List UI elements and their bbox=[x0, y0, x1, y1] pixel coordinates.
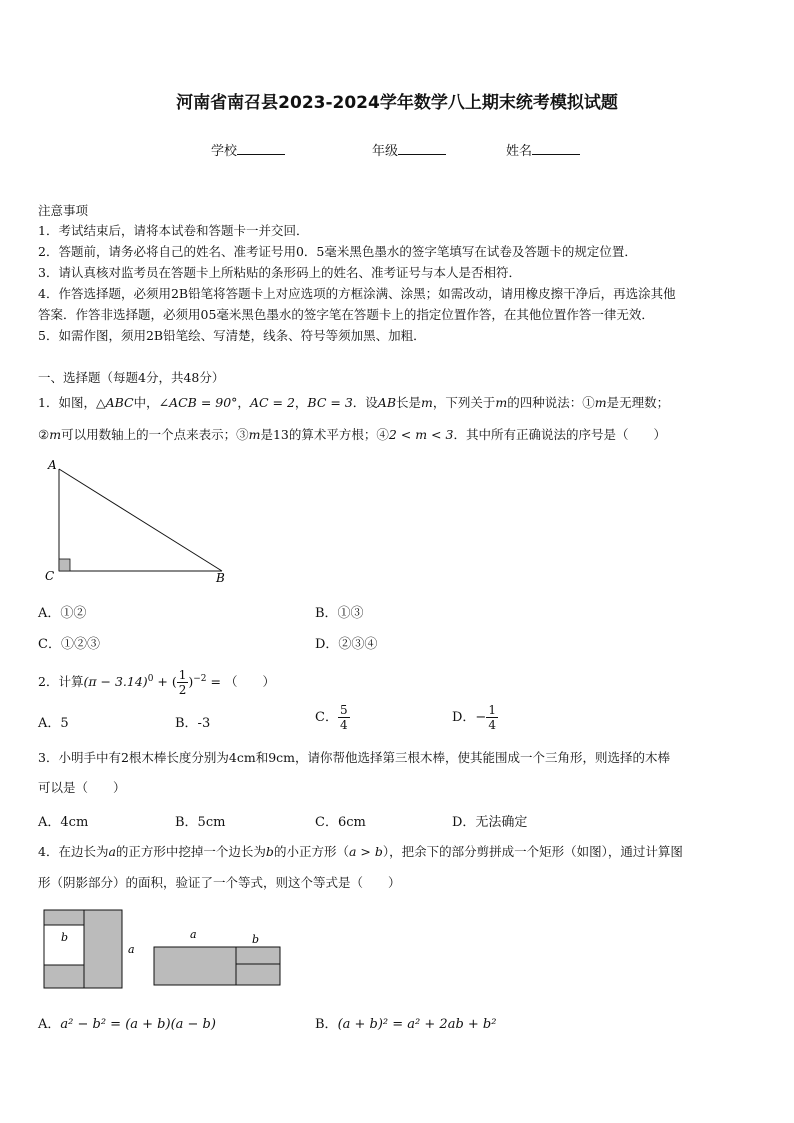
q1-option-d[interactable]: D．②③④ bbox=[315, 637, 378, 652]
label-b: b bbox=[61, 931, 69, 944]
notice-item: 答案．作答非选择题，必须用05毫米黑色墨水的签字笔在答题卡上的指定位置作答，在其他位置作答一律无效． bbox=[38, 307, 654, 322]
rearranged-rectangle bbox=[154, 947, 280, 985]
q3-stem-line2: 可以是（ ） bbox=[38, 780, 126, 795]
q2-stem: 2．计算$(\pi - 3.14)^0$ + ( $\frac{1}{2}$ )$^{-2}$ = （ ） bbox=[38, 668, 275, 698]
school-label: 学校 bbox=[211, 144, 238, 159]
q3-option-d[interactable]: D．无法确定 bbox=[452, 815, 528, 830]
name-blank[interactable] bbox=[532, 142, 580, 155]
q4-rectangle-figure bbox=[150, 922, 290, 992]
q1-triangle-figure bbox=[40, 455, 240, 585]
grade-blank[interactable] bbox=[398, 142, 446, 155]
q1-stem-line1: 1．如图，△ABC中，∠ACB = 90°，AC = 2，BC = 3．设AB长是m，下列关于m的四种说法：①m是无理数； bbox=[38, 395, 670, 410]
triangle-side-ab bbox=[59, 469, 222, 571]
q4-square-figure bbox=[40, 905, 150, 995]
q1-stem-line2: ②m可以用数轴上的一个点来表示；③m是13的算术平方根；④2 < m < 3．其中所有正确说法的序号是（ ） bbox=[38, 427, 666, 442]
school-field[interactable] bbox=[211, 140, 285, 159]
label-a: a bbox=[190, 928, 197, 941]
q1-option-b[interactable]: B．①③ bbox=[315, 606, 364, 621]
q4-stem-line2: 形（阴影部分）的面积，验证了一个等式，则这个等式是（ ） bbox=[38, 875, 401, 890]
grade-label: 年级 bbox=[372, 144, 399, 159]
label-b: b bbox=[252, 933, 260, 946]
q1-option-a[interactable]: A．①② bbox=[38, 606, 87, 621]
right-angle-mark bbox=[59, 559, 70, 571]
notice-item: 2．答题前，请务必将自己的姓名、准考证号用0．5毫米黑色墨水的签字笔填写在试卷及答题卡的规定位置． bbox=[38, 244, 637, 259]
q2-option-b[interactable]: B．-3 bbox=[175, 716, 211, 731]
notice-item: 5．如需作图，须用2B铅笔绘、写清楚，线条、符号等须加黑、加粗． bbox=[38, 328, 426, 343]
notice-item: 3．请认真核对监考员在答题卡上所粘贴的条形码上的姓名、准考证号与本人是否相符． bbox=[38, 265, 521, 280]
notice-item: 4．作答选择题，必须用2B铅笔将答题卡上对应选项的方框涂满、涂黑；如需改动，请用橡皮擦干净后，再选涂其他 bbox=[38, 286, 676, 301]
section-heading: 一、选择题（每题4分，共48分） bbox=[38, 370, 225, 385]
q2-option-c[interactable]: C． $\frac{5}{4}$ bbox=[315, 703, 348, 732]
name-field[interactable] bbox=[506, 140, 580, 159]
q3-stem-line1: 3．小明手中有2根木棒长度分别为4cm和9cm，请你帮他选择第三根木棒，使其能围成一个三角形，则选择的木棒 bbox=[38, 750, 671, 765]
q4-stem-line1: 4．在边长为a的正方形中挖掉一个边长为b的小正方形（a > b），把余下的部分剪拼成一个矩形（如图），通过计算图 bbox=[38, 844, 683, 859]
school-blank[interactable] bbox=[237, 142, 285, 155]
vertex-label-b: B bbox=[216, 571, 225, 585]
q4-option-a[interactable]: A．a² − b² = (a + b)(a − b) bbox=[38, 1017, 216, 1032]
q4-option-b[interactable]: B．(a + b)² = a² + 2ab + b² bbox=[315, 1017, 497, 1032]
q3-option-c[interactable]: C．6cm bbox=[315, 815, 366, 830]
q1-option-c[interactable]: C．①②③ bbox=[38, 637, 100, 652]
name-label: 姓名 bbox=[506, 144, 533, 159]
vertex-label-a: A bbox=[48, 458, 57, 472]
notice-item: 1．考试结束后，请将本试卷和答题卡一并交回． bbox=[38, 223, 309, 238]
q2-option-a[interactable]: A．5 bbox=[38, 716, 69, 731]
q2-option-d[interactable]: D．− $\frac{1}{4}$ bbox=[452, 703, 496, 732]
grade-field[interactable] bbox=[372, 140, 446, 159]
q3-option-b[interactable]: B．5cm bbox=[175, 815, 226, 830]
vertex-label-c: C bbox=[45, 569, 55, 583]
q3-option-a[interactable]: A．4cm bbox=[38, 815, 89, 830]
page-title: 河南省南召县2023-2024学年数学八上期末统考模拟试题 bbox=[176, 93, 618, 113]
label-a: a bbox=[128, 943, 135, 956]
notice-heading: 注意事项 bbox=[38, 203, 89, 218]
